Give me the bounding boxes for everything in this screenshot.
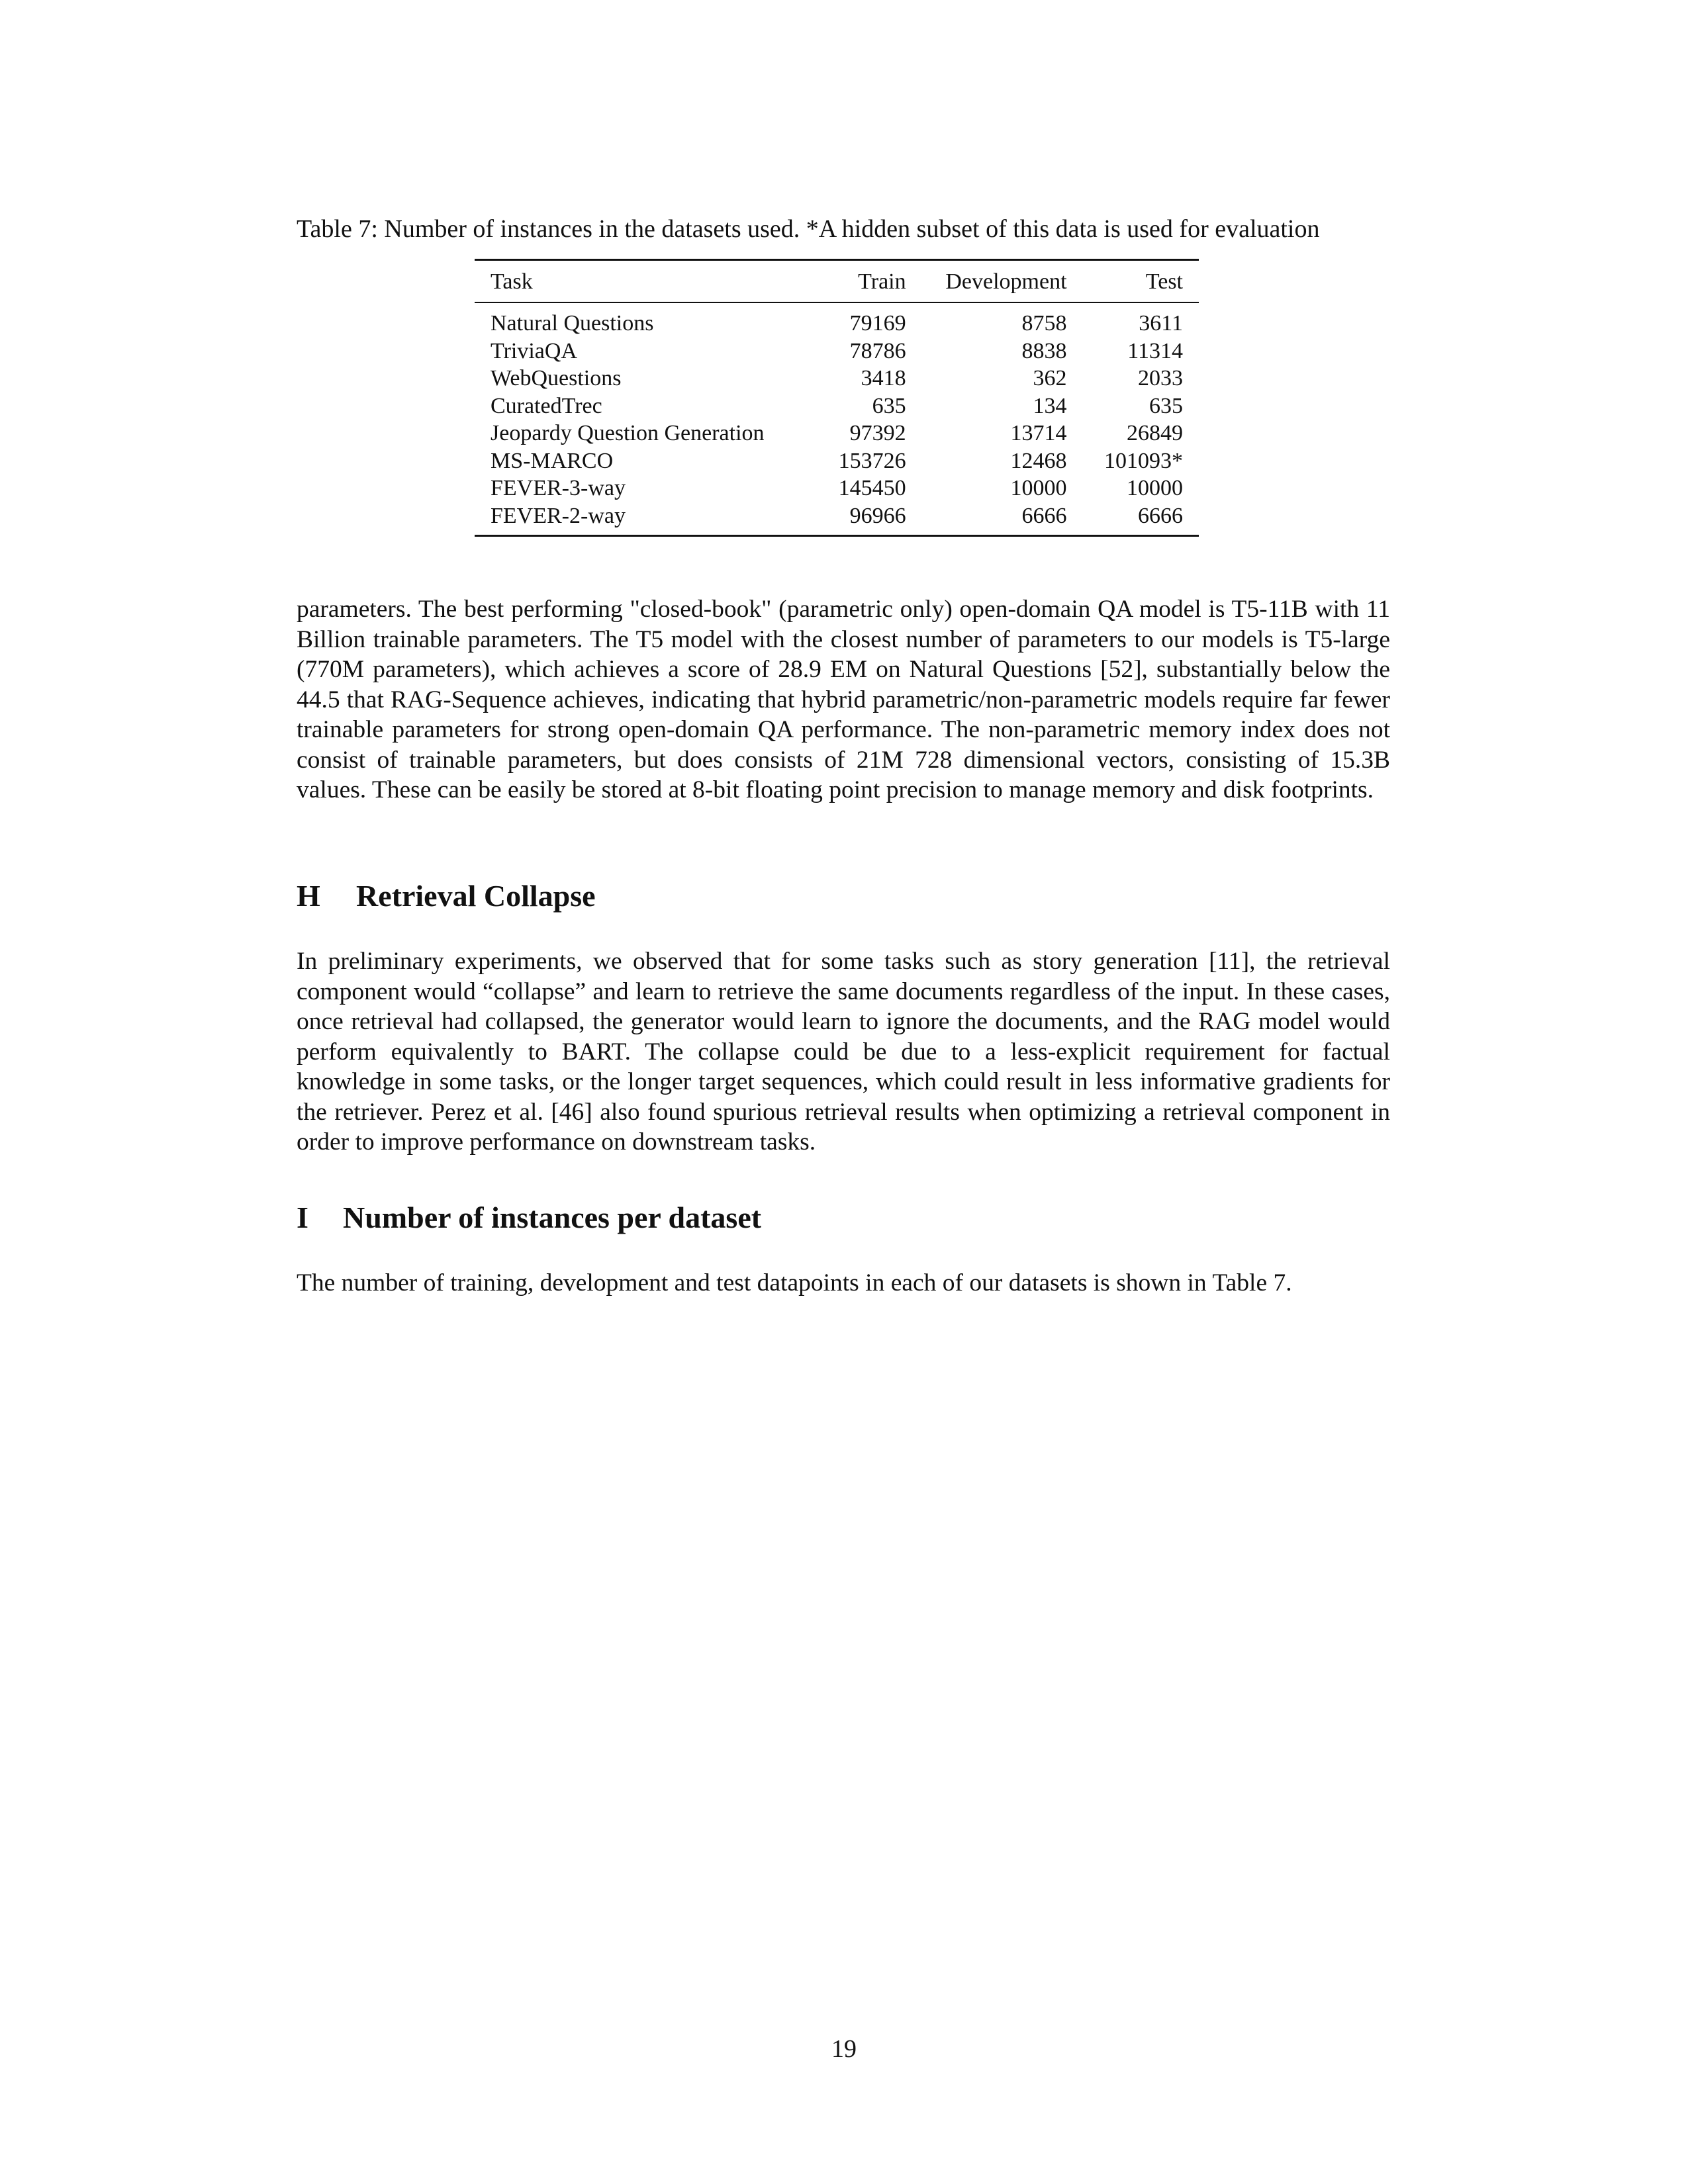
header-test: Test [1083, 260, 1199, 303]
cell-development: 362 [1033, 366, 1067, 390]
section-number: I [297, 1201, 308, 1234]
section-heading-retrieval-collapse [297, 878, 596, 915]
cell-test: 26849 [1127, 421, 1183, 445]
table-row [475, 365, 1199, 392]
header-task: Task [475, 260, 818, 303]
section-number: H [297, 879, 320, 913]
parameters-paragraph: parameters. The best performing "closed-book" (parametric only) open-domain QA model is T5-11B with 11 Billion trainable parameters. The T5 model with the closest number of parameters to our models is T5-large (770M parameters), which achieves a score of 28.9 EM on Natural Questions [52], substantially below the 44.5 that RAG-Sequence achieves, indicating that hybrid parametric/non-parametric models require far fewer trainable parameters for strong open-domain QA performance. The non-parametric memory index does not consist of trainable parameters, but does consists of 21M 728 dimensional vectors, consisting of 15.3B values. These can be easily be stored at 8-bit floating point precision to manage memory and disk footprints. [297, 596, 1390, 803]
table-row [475, 338, 1199, 365]
section-title: Retrieval Collapse [356, 879, 596, 913]
cell-development: 8758 [1021, 311, 1067, 336]
table-row [475, 475, 1199, 502]
table-row [475, 302, 1199, 338]
cell-train: 78786 [849, 338, 906, 363]
retrieval-collapse-paragraph: In preliminary experiments, we observed that for some tasks such as story generation [11], the retrieval component would “collapse” and learn to retrieve the same documents regardless of the input. In these cases, once retrieval had collapsed, the generator would learn to ignore the documents, and the RAG model would perform equivalently to BART. The collapse could be due to a less-explicit requirement for factual knowledge in some tasks, or the longer target sequences, which could result in less informative gradients for the retriever. Perez et al. [46] also found spurious retrieval results when optimizing a retrieval component in order to improve performance on downstream tasks. [297, 948, 1390, 1156]
cell-development: 10000 [1010, 476, 1067, 500]
cell-development: 12468 [1010, 448, 1067, 473]
table-row [475, 447, 1199, 475]
cell-test: 2033 [1138, 366, 1183, 390]
cell-test: 6666 [1083, 502, 1199, 536]
cell-train: 96966 [818, 502, 922, 536]
cell-train: 145450 [838, 476, 906, 500]
datasets-table-container [475, 259, 1199, 537]
cell-test: 11314 [1127, 338, 1183, 363]
cell-train: 97392 [849, 421, 906, 445]
cell-task: FEVER-3-way [491, 476, 626, 500]
table-row [475, 392, 1199, 420]
cell-train: 3418 [861, 366, 906, 390]
cell-task: CuratedTrec [491, 393, 602, 418]
header-train: Train [818, 260, 922, 303]
table-row [475, 502, 1199, 536]
header-development: Development [922, 260, 1083, 303]
cell-train: 153726 [838, 448, 906, 473]
cell-task: TriviaQA [491, 338, 577, 363]
cell-task: Natural Questions [491, 311, 654, 336]
cell-development: 134 [1033, 393, 1067, 418]
cell-test: 3611 [1139, 311, 1183, 336]
page-number: 19 [831, 2035, 857, 2063]
section-heading-number-of-instances [297, 1199, 761, 1236]
table-caption: Table 7: Number of instances in the datasets used. *A hidden subset of this data is used for evaluation [297, 215, 1320, 243]
table-header-row [475, 260, 1199, 303]
cell-test: 101093* [1104, 448, 1183, 473]
cell-task: WebQuestions [491, 366, 622, 390]
cell-task: Jeopardy Question Generation [491, 421, 765, 445]
cell-train: 635 [872, 393, 906, 418]
table-row [475, 420, 1199, 447]
cell-task: FEVER-2-way [475, 502, 818, 536]
instances-paragraph: The number of training, development and test datapoints in each of our datasets is shown in Table 7. [297, 1269, 1292, 1297]
cell-test: 10000 [1127, 476, 1183, 500]
cell-development: 8838 [1021, 338, 1067, 363]
cell-development: 13714 [1010, 421, 1067, 445]
cell-development: 6666 [922, 502, 1083, 536]
cell-train: 79169 [849, 311, 906, 336]
datasets-table [475, 259, 1199, 537]
cell-test: 635 [1149, 393, 1183, 418]
section-title: Number of instances per dataset [343, 1201, 762, 1234]
cell-task: MS-MARCO [491, 448, 614, 473]
